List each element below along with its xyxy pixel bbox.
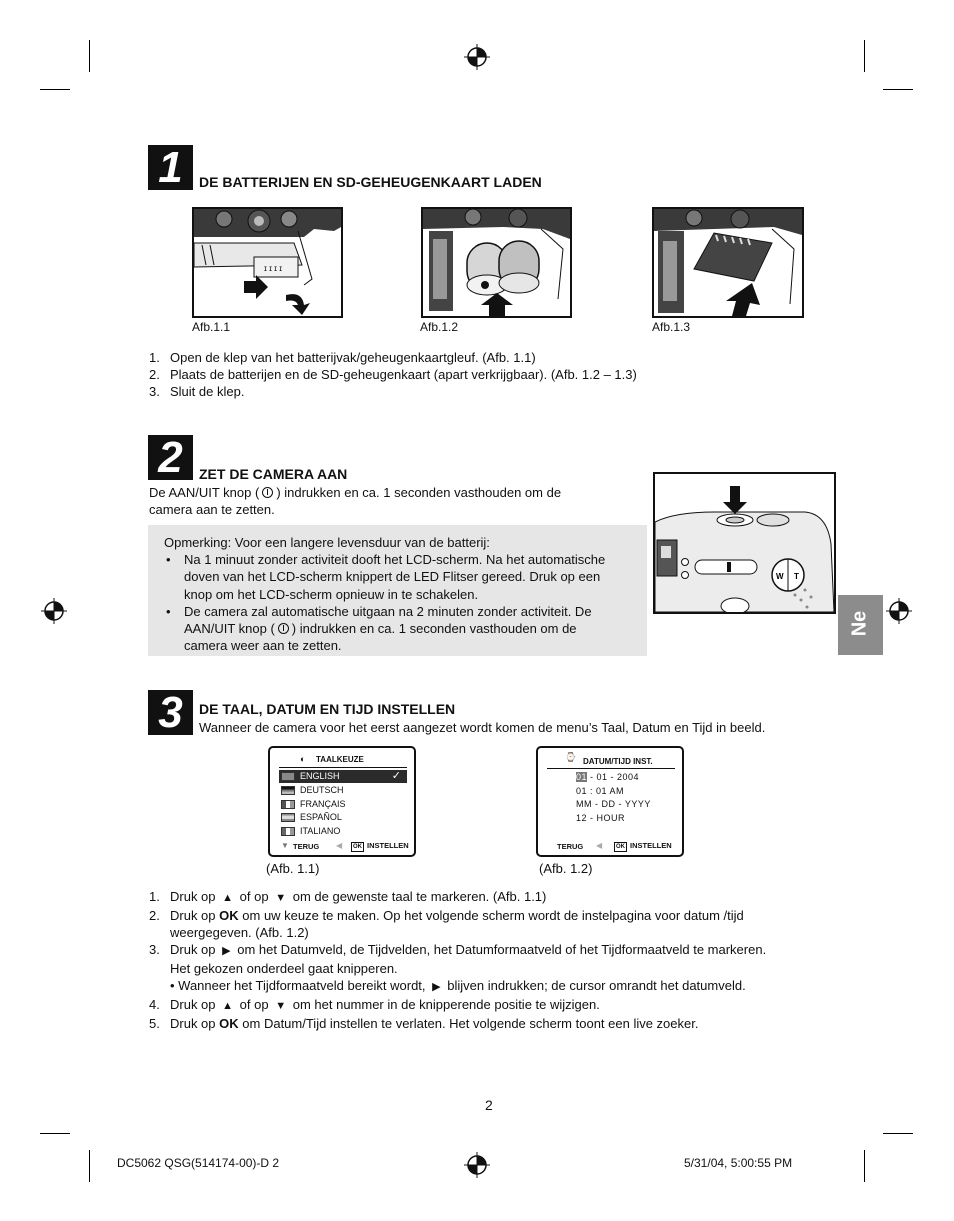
figure-caption: (Afb. 1.2) bbox=[539, 861, 593, 876]
language-tab: Ne bbox=[838, 595, 883, 655]
figure-caption: Afb.1.2 bbox=[420, 320, 459, 334]
footer-left: DC5062 QSG(514174-00)-D 2 bbox=[117, 1156, 280, 1170]
down-arrow-icon: ▼ bbox=[275, 892, 287, 904]
power-button-icon bbox=[278, 623, 289, 634]
screen-title: DATUM/TIJD INST. bbox=[583, 757, 653, 766]
step-number: 1 bbox=[148, 145, 193, 190]
footer-right: 5/31/04, 5:00:55 PM bbox=[684, 1156, 793, 1170]
note-title: Opmerking: Voor een langere levensduur van de batterij: bbox=[164, 535, 490, 550]
french-flag-icon bbox=[281, 800, 295, 809]
svg-text:ɪ ɪ ɪ ɪ: ɪ ɪ ɪ ɪ bbox=[264, 264, 283, 273]
crop-mark bbox=[89, 40, 90, 72]
time-format-field[interactable]: 12 - HOUR bbox=[576, 813, 626, 823]
set-label: OK INSTELLEN bbox=[353, 841, 409, 850]
list-item: 2. Plaats de batterijen en de SD-geheugenkaart (apart verkrijgbaar). (Afb. 1.2 – 1.3) bbox=[149, 367, 637, 382]
list-item: 3. Druk op ▶ om het Datumveld, de Tijdvelden, het Datumformaatveld of het Tijdformaatveld te markeren. Het gekozen onderdeel gaat knipperen. • Wanneer het Tijdformaatveld bereikt wordt, ▶ blijven indrukken; de cursor omrandt het datumveld. bbox=[149, 942, 767, 993]
figure-caption: Afb.1.1 bbox=[192, 320, 231, 334]
language-menu-screen bbox=[268, 746, 416, 857]
crop-mark bbox=[864, 1150, 865, 1182]
right-arrow-icon: ▶ bbox=[432, 981, 441, 993]
back-label: TERUG bbox=[293, 842, 320, 851]
step3-instructions bbox=[149, 888, 829, 1032]
battery-note bbox=[148, 525, 647, 656]
list-item: 5. Druk op OK om Datum/Tijd instellen te verlaten. Het volgende scherm toont een live zoeker. bbox=[149, 1016, 699, 1031]
registration-mark-icon bbox=[886, 598, 912, 624]
language-option-espanol[interactable]: ESPAÑOL bbox=[279, 811, 407, 824]
page-number: 2 bbox=[485, 1097, 493, 1113]
up-arrow-icon: ▲ bbox=[222, 892, 234, 904]
figure-insert-sd-card bbox=[652, 207, 804, 318]
language-option-english[interactable]: ENGLISH ✓ bbox=[279, 770, 407, 783]
time-field[interactable]: 01 : 01 AM bbox=[576, 786, 625, 796]
set-label: OK INSTELLEN bbox=[616, 841, 672, 850]
date-format-field[interactable]: MM - DD - YYYY bbox=[576, 799, 651, 809]
uk-flag-icon bbox=[281, 772, 295, 781]
step-number: 3 bbox=[148, 690, 193, 735]
figure-open-cover bbox=[192, 207, 343, 318]
back-label: TERUG bbox=[557, 842, 584, 851]
list-item: 1. Open de klep van het batterijvak/geheugenkaartgleuf. (Afb. 1.1) bbox=[149, 350, 536, 365]
date-field[interactable]: 01 - 01 - 2004 bbox=[576, 772, 640, 782]
power-button-icon bbox=[262, 487, 273, 498]
date-time-screen bbox=[536, 746, 684, 857]
note-bullet: • Na 1 minuut zonder activiteit dooft het LCD-scherm. Na het automatische doven van het LCD-scherm knippert de LED Flitser gereed. Druk op een knop om het LCD-scherm opnieuw in te schakelen. bbox=[166, 552, 606, 602]
up-arrow-icon: ▲ bbox=[222, 1000, 234, 1012]
right-arrow-icon: ▶ bbox=[222, 945, 231, 957]
crop-mark bbox=[883, 1133, 913, 1134]
crop-mark bbox=[40, 89, 70, 90]
screen-title: TAALKEUZE bbox=[316, 755, 364, 764]
clock-icon: ⌚ bbox=[565, 752, 577, 762]
crop-mark bbox=[40, 1133, 70, 1134]
ok-key-icon: OK bbox=[353, 844, 362, 850]
list-item: 3. Sluit de klep. bbox=[149, 384, 245, 399]
italian-flag-icon bbox=[281, 827, 295, 836]
date-field-highlight: 01 bbox=[576, 772, 588, 782]
step-number: 2 bbox=[148, 435, 193, 480]
down-arrow-icon: ▼ bbox=[275, 1000, 287, 1012]
section-title: ZET DE CAMERA AAN bbox=[199, 466, 348, 482]
list-item: 1. Druk op ▲ of op ▼ om de gewenste taal te markeren. (Afb. 1.1) bbox=[149, 889, 547, 904]
down-arrow-icon: ▼ bbox=[281, 841, 289, 850]
spanish-flag-icon bbox=[281, 813, 295, 822]
crop-mark bbox=[864, 40, 865, 72]
note-bullet: • De camera zal automatische uitgaan na 2 minuten zonder activiteit. De AAN/UIT knop ( ) indrukken en ca. 1 seconden vasthouden om de camera weer aan te zetten. bbox=[166, 603, 592, 654]
figure-caption: Afb.1.3 bbox=[652, 320, 691, 334]
crop-mark bbox=[883, 89, 913, 90]
step3-intro: Wanneer de camera voor het eerst aangezet wordt komen de menu’s Taal, Datum en Tijd in beeld. bbox=[199, 720, 766, 735]
registration-mark-icon bbox=[464, 1152, 490, 1178]
ok-key-icon: OK bbox=[616, 844, 625, 850]
checkmark-icon: ✓ bbox=[391, 770, 401, 782]
list-item: 2. Druk op OK om uw keuze te maken. Op het volgende scherm wordt de instelpagina voor datum /tijd weergegeven. (Afb. 1.2) bbox=[149, 908, 744, 940]
figure-insert-batteries bbox=[421, 207, 572, 318]
section-title: DE TAAL, DATUM EN TIJD INSTELLEN bbox=[199, 701, 456, 717]
crop-mark bbox=[89, 1150, 90, 1182]
language-option-italiano[interactable]: ITALIANO bbox=[279, 825, 407, 838]
list-item: 4. Druk op ▲ of op ▼ om het nummer in de knipperende positie te wijzigen. bbox=[149, 997, 600, 1012]
registration-mark-icon bbox=[41, 598, 67, 624]
registration-mark-icon bbox=[464, 44, 490, 70]
section-title: DE BATTERIJEN EN SD-GEHEUGENKAART LADEN bbox=[199, 174, 542, 190]
svg-text:W: W bbox=[776, 572, 784, 581]
divider bbox=[279, 767, 407, 768]
language-option-francais[interactable]: FRANÇAIS bbox=[279, 798, 407, 811]
language-icon: ◐ bbox=[300, 754, 306, 764]
figure-caption: (Afb. 1.1) bbox=[266, 861, 320, 876]
step2-intro: De AAN/UIT knop ( ) indrukken en ca. 1 seconden vasthouden om de camera aan te zetten. bbox=[149, 485, 562, 517]
left-arrow-icon: ◀ bbox=[336, 841, 343, 850]
step1-instructions bbox=[149, 349, 849, 400]
divider bbox=[547, 768, 675, 769]
language-option-deutsch[interactable]: DEUTSCH bbox=[279, 784, 407, 797]
svg-text:T: T bbox=[794, 572, 799, 581]
figure-power-button bbox=[653, 472, 836, 614]
german-flag-icon bbox=[281, 786, 295, 795]
left-arrow-icon: ◀ bbox=[596, 841, 603, 850]
